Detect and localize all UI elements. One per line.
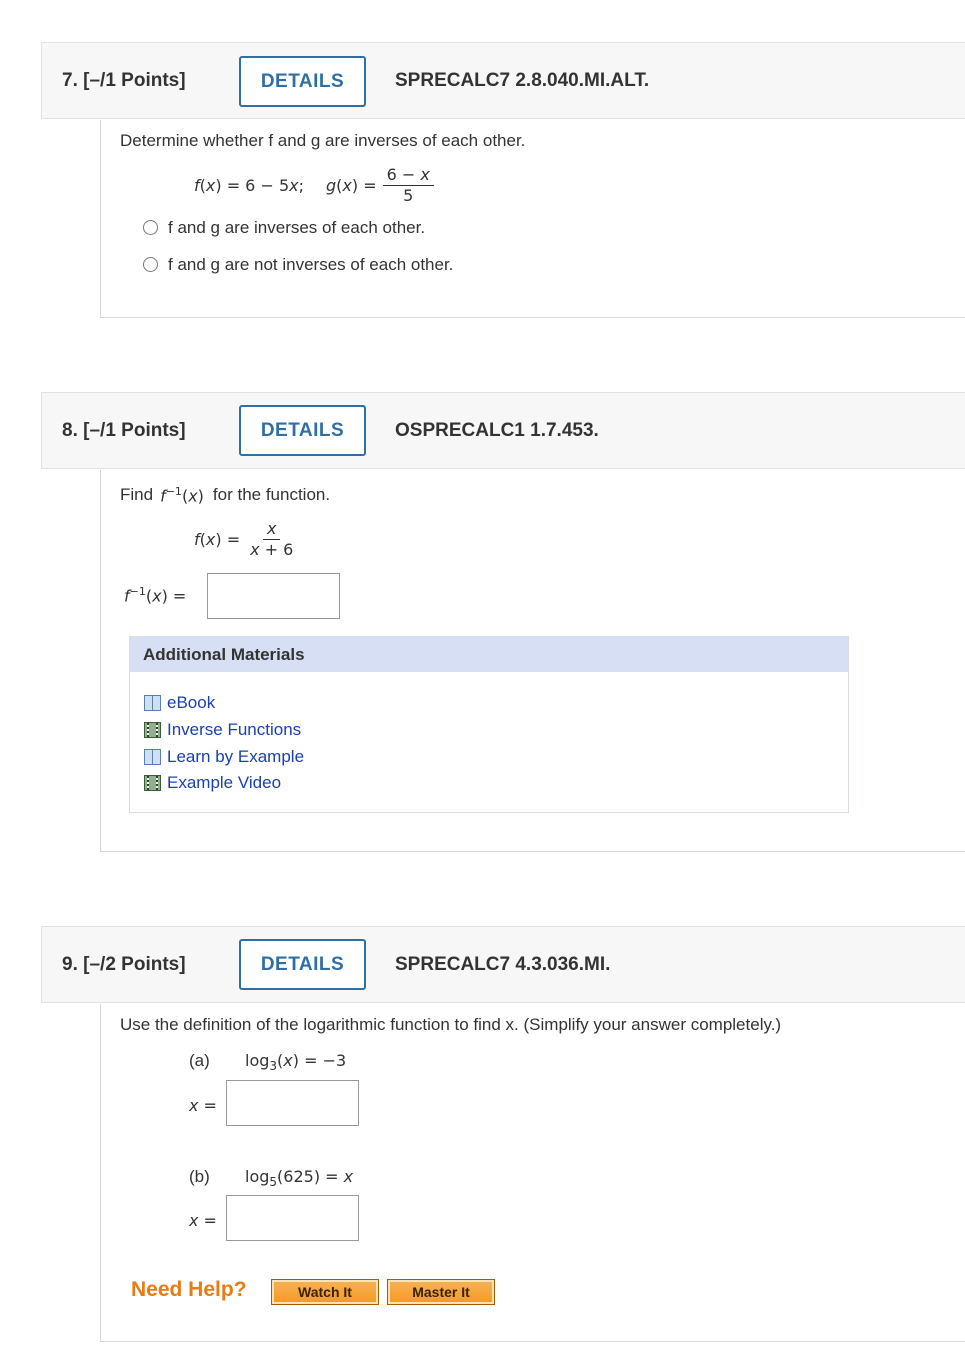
need-help-label: Need Help? [131, 1278, 247, 1301]
question-prompt: Find $f^{-1}(x)$ for the function. [120, 485, 331, 506]
question-prompt: Use the definition of the logarithmic function to find x. (Simplify your answer completely.) [120, 1015, 782, 1034]
material-learn-by-example-link[interactable]: Learn by Example [144, 747, 304, 767]
function-definition: f(x) = $\frac{x}{x + 6}$ [194, 519, 294, 559]
question-8-header [41, 392, 965, 469]
radio-not-inverses[interactable] [143, 257, 158, 272]
inverse-answer-input[interactable] [207, 573, 340, 619]
film-icon [144, 775, 161, 791]
question-number: 8. [62, 419, 78, 441]
question-code: SPRECALC7 2.8.040.MI.ALT. [395, 69, 650, 91]
inverse-label: $f^{-1}(x)$ = [124, 585, 187, 606]
option-not-inverses-label: f and g are not inverses of each other. [168, 255, 454, 274]
book-icon [144, 749, 161, 765]
question-prompt: Determine whether f and g are inverses of each other. [120, 131, 526, 150]
watch-it-button[interactable]: Watch It [271, 1279, 379, 1305]
material-inverse-functions-link[interactable]: Inverse Functions [144, 720, 301, 740]
question-9-header [41, 926, 965, 1003]
option-inverses-label: f and g are inverses of each other. [168, 218, 426, 237]
part-b-label: (b) [189, 1167, 210, 1186]
function-definitions: f(x) = 6 − 5x; g(x) = $\frac{6 - x}{5}$ [194, 166, 434, 205]
part-b-x-label: x = [189, 1211, 217, 1230]
question-code: SPRECALC7 4.3.036.MI. [395, 953, 611, 975]
master-it-button[interactable]: Master It [387, 1279, 495, 1305]
question-points: [–/1 Points] [83, 69, 186, 91]
details-button[interactable]: DETAILS [239, 56, 366, 107]
prompt-tail: for the function. [212, 485, 331, 505]
question-7-header [41, 42, 965, 119]
part-a-x-label: x = [189, 1096, 217, 1115]
part-b-equation: $\log_5(625) = x$ [245, 1167, 354, 1190]
additional-materials-panel [129, 636, 849, 813]
question-number: 9. [62, 953, 78, 975]
material-example-video-link[interactable]: Example Video [144, 773, 281, 793]
prompt-find: Find [120, 485, 154, 505]
material-ebook-link[interactable]: eBook [144, 693, 215, 713]
part-a-label: (a) [189, 1051, 210, 1070]
film-icon [144, 722, 161, 738]
question-number: 7. [62, 69, 78, 91]
details-button[interactable]: DETAILS [239, 405, 366, 456]
book-icon [144, 695, 161, 711]
part-a-answer-input[interactable] [226, 1080, 359, 1126]
part-a-equation: $\log_3(x) = -3$ [245, 1051, 347, 1074]
details-button[interactable]: DETAILS [239, 939, 366, 990]
question-points: [–/2 Points] [83, 953, 186, 975]
question-points: [–/1 Points] [83, 419, 186, 441]
question-code: OSPRECALC1 1.7.453. [395, 419, 599, 441]
part-b-answer-input[interactable] [226, 1195, 359, 1241]
additional-materials-title: Additional Materials [130, 637, 848, 672]
radio-inverses[interactable] [143, 220, 158, 235]
